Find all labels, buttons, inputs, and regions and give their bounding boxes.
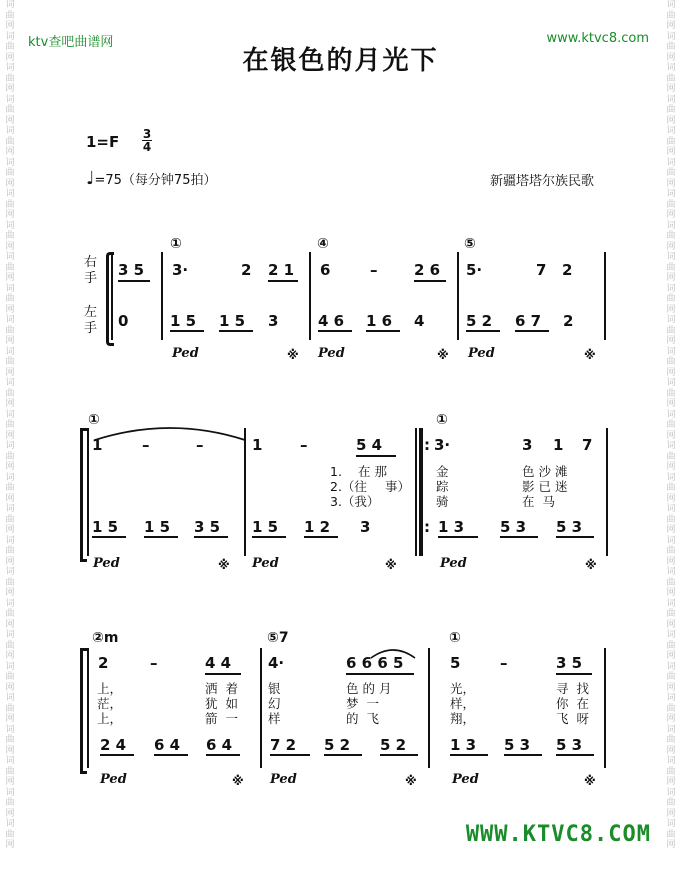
fingering-mark: ⑤7: [267, 630, 289, 646]
note: 5 3: [504, 736, 531, 754]
pedal-mark: Ped: [270, 772, 297, 787]
note: 5 4: [356, 436, 383, 454]
right-hand-label: 右 手: [84, 255, 98, 286]
note: 7: [582, 436, 593, 454]
note: 2 1: [268, 261, 295, 279]
note: 5 2: [466, 312, 493, 330]
note: 2: [241, 261, 252, 279]
note: –: [196, 436, 204, 454]
pedal-mark: Ped: [252, 556, 279, 571]
verse-number: 3.（我）: [330, 494, 380, 509]
beam: [380, 754, 418, 756]
barline: [87, 428, 89, 556]
beam: [205, 673, 241, 675]
note: –: [500, 654, 508, 672]
lyric-line: 光，: [450, 681, 476, 696]
note: –: [142, 436, 150, 454]
barline: [604, 252, 606, 340]
note: 3: [268, 312, 279, 330]
note: 1: [252, 436, 263, 454]
tempo-marking: ♩=75（每分钟75拍）: [86, 168, 217, 189]
repeat-dots: :: [424, 518, 430, 536]
fingering-mark: ⑤: [464, 236, 476, 252]
note: 7: [536, 261, 547, 279]
fingering-mark: ①: [449, 630, 461, 646]
note: 3·: [434, 436, 451, 454]
note: 4 4: [205, 654, 232, 672]
pedal-release-mark: ※: [405, 774, 417, 788]
note: –: [300, 436, 308, 454]
note: 5 3: [556, 518, 583, 536]
lyric-line: 色 沙 滩: [522, 464, 568, 479]
beam: [515, 330, 549, 332]
note: 5 3: [500, 518, 527, 536]
lyric-line: 影 已 迷: [522, 479, 568, 494]
lyric-line: 梦 一: [346, 696, 379, 711]
pedal-release-mark: ※: [385, 558, 397, 572]
staff-bracket: [80, 648, 87, 774]
note: 6 7: [515, 312, 542, 330]
repeat-dots: :: [424, 436, 430, 454]
lyric-line: 犹 如: [205, 696, 238, 711]
fingering-mark: ①: [170, 236, 182, 252]
beam: [414, 280, 446, 282]
lyric-line: 洒 着: [205, 681, 238, 696]
note: 4 6: [318, 312, 345, 330]
lyric-line: 在 那: [358, 464, 387, 479]
beam: [318, 330, 352, 332]
fingering-mark: ①: [88, 412, 100, 428]
barline: [87, 648, 89, 768]
note: –: [370, 261, 378, 279]
note: 5 3: [556, 736, 583, 754]
lyric-line: 的 飞: [346, 711, 379, 726]
beam: [92, 536, 126, 538]
time-signature: 3 4: [142, 127, 152, 154]
barline: [606, 428, 608, 556]
beam: [366, 330, 400, 332]
repeat-barline: [419, 428, 423, 556]
beam: [556, 673, 592, 675]
beam: [270, 754, 310, 756]
side-watermark-left: 词曲网词曲网词曲网词曲网词曲网词曲网词曲网词曲网词曲网词曲网词曲网词曲网词曲网词曲网词曲网词曲网词曲网词曲网词曲网词曲网词曲网词曲网词曲网词曲网词曲网词曲网词曲网: [5, 0, 15, 850]
barline: [309, 252, 311, 340]
pedal-release-mark: ※: [232, 774, 244, 788]
note: 7 2: [270, 736, 297, 754]
lyric-line: 上，: [97, 681, 123, 696]
note: 1 5: [252, 518, 279, 536]
note: 2: [562, 261, 573, 279]
barline: [428, 648, 430, 768]
beam: [504, 754, 542, 756]
beam: [118, 280, 150, 282]
footer-url[interactable]: WWW.KTVC8.COM: [465, 822, 651, 847]
note: 3 5: [118, 261, 145, 279]
note: 4: [414, 312, 425, 330]
pedal-mark: Ped: [468, 346, 495, 361]
note: 1 5: [92, 518, 119, 536]
note: –: [150, 654, 158, 672]
pedal-mark: Ped: [172, 346, 199, 361]
beam: [346, 673, 414, 675]
note: 5: [450, 654, 461, 672]
verse-number: 1.: [330, 464, 342, 479]
note: 1: [553, 436, 564, 454]
key-signature: 1=F: [86, 133, 120, 151]
beam: [252, 536, 286, 538]
pedal-release-mark: ※: [584, 348, 596, 362]
pedal-mark: Ped: [440, 556, 467, 571]
note: 1 5: [144, 518, 171, 536]
barline: [111, 252, 113, 340]
barline: [161, 252, 163, 340]
note: 6 6 6 5: [346, 654, 404, 672]
lyric-line: 箭 一: [205, 711, 238, 726]
note: 3·: [172, 261, 189, 279]
lyric-line: 飞 呀: [556, 711, 589, 726]
lyric-line: 上，: [97, 711, 123, 726]
lyric-line: 金: [436, 464, 449, 479]
lyric-line: 踪: [436, 479, 449, 494]
barline: [457, 252, 459, 340]
note: 3 5: [194, 518, 221, 536]
note: 1 5: [219, 312, 246, 330]
note: 1: [92, 436, 103, 454]
note: 6: [320, 261, 331, 279]
side-watermark-right: 词曲网词曲网词曲网词曲网词曲网词曲网词曲网词曲网词曲网词曲网词曲网词曲网词曲网词曲网词曲网词曲网词曲网词曲网词曲网词曲网词曲网词曲网词曲网词曲网词曲网词曲网词曲网: [666, 0, 676, 850]
note: 1 3: [438, 518, 465, 536]
beam: [356, 455, 396, 457]
beam: [268, 280, 298, 282]
beam: [500, 536, 538, 538]
pedal-mark: Ped: [93, 556, 120, 571]
beam: [556, 536, 594, 538]
beam: [450, 754, 488, 756]
quarter-note-icon: ♩: [86, 168, 95, 189]
note: 0: [118, 312, 129, 330]
barline: [244, 428, 246, 556]
fingering-mark: ②m: [92, 630, 119, 646]
lyric-line: 在 马: [522, 494, 555, 509]
beam: [438, 536, 478, 538]
beam: [206, 754, 240, 756]
beam: [556, 754, 594, 756]
pedal-release-mark: ※: [287, 348, 299, 362]
pedal-mark: Ped: [100, 772, 127, 787]
note: 1 5: [170, 312, 197, 330]
barline: [415, 428, 417, 556]
beam: [194, 536, 228, 538]
note: 2 4: [100, 736, 127, 754]
lyric-line: 茫，: [97, 696, 123, 711]
beam: [154, 754, 188, 756]
fingering-mark: ④: [317, 236, 329, 252]
site-url[interactable]: www.ktvc8.com: [546, 31, 649, 46]
lyric-line: 样，: [450, 696, 476, 711]
beam: [170, 330, 204, 332]
beam: [304, 536, 338, 538]
lyric-line: 骑: [436, 494, 449, 509]
pedal-release-mark: ※: [585, 558, 597, 572]
staff-brace: [106, 252, 114, 346]
note: 1 6: [366, 312, 393, 330]
beam: [144, 536, 178, 538]
lyric-line: 色 的 月: [346, 681, 392, 696]
note: 5·: [466, 261, 483, 279]
song-origin: 新疆塔塔尔族民歌: [490, 174, 595, 189]
lyric-line: 银: [268, 681, 281, 696]
lyric-line: 样: [268, 711, 281, 726]
note: 3: [522, 436, 533, 454]
note: 5 2: [324, 736, 351, 754]
lyric-line: 寻 找: [556, 681, 589, 696]
pedal-release-mark: ※: [218, 558, 230, 572]
verse-number: 2.（往: [330, 479, 367, 494]
note: 2: [98, 654, 109, 672]
note: 6 4: [154, 736, 181, 754]
note: 2 6: [414, 261, 441, 279]
beam: [466, 330, 500, 332]
note: 5 2: [380, 736, 407, 754]
note: 3 5: [556, 654, 583, 672]
barline: [604, 648, 606, 768]
left-hand-label: 左 手: [84, 305, 98, 336]
beam: [219, 330, 253, 332]
beam: [100, 754, 134, 756]
pedal-mark: Ped: [318, 346, 345, 361]
lyric-line: 翔，: [450, 711, 476, 726]
site-name[interactable]: ktv查吧曲谱网: [28, 35, 114, 50]
note: 3: [360, 518, 371, 536]
tie-arc: [90, 422, 250, 444]
note: 4·: [268, 654, 285, 672]
lyric-line: 事）: [385, 479, 411, 494]
song-title: 在银色的月光下: [242, 46, 439, 76]
note: 1 2: [304, 518, 331, 536]
note: 6 4: [206, 736, 233, 754]
pedal-mark: Ped: [452, 772, 479, 787]
note: 1 3: [450, 736, 477, 754]
pedal-release-mark: ※: [437, 348, 449, 362]
fingering-mark: ①: [436, 412, 448, 428]
lyric-line: 你 在: [556, 696, 589, 711]
note: 2: [563, 312, 574, 330]
pedal-release-mark: ※: [584, 774, 596, 788]
staff-bracket: [80, 428, 87, 562]
barline: [260, 648, 262, 768]
lyric-line: 幻: [268, 696, 281, 711]
beam: [324, 754, 362, 756]
